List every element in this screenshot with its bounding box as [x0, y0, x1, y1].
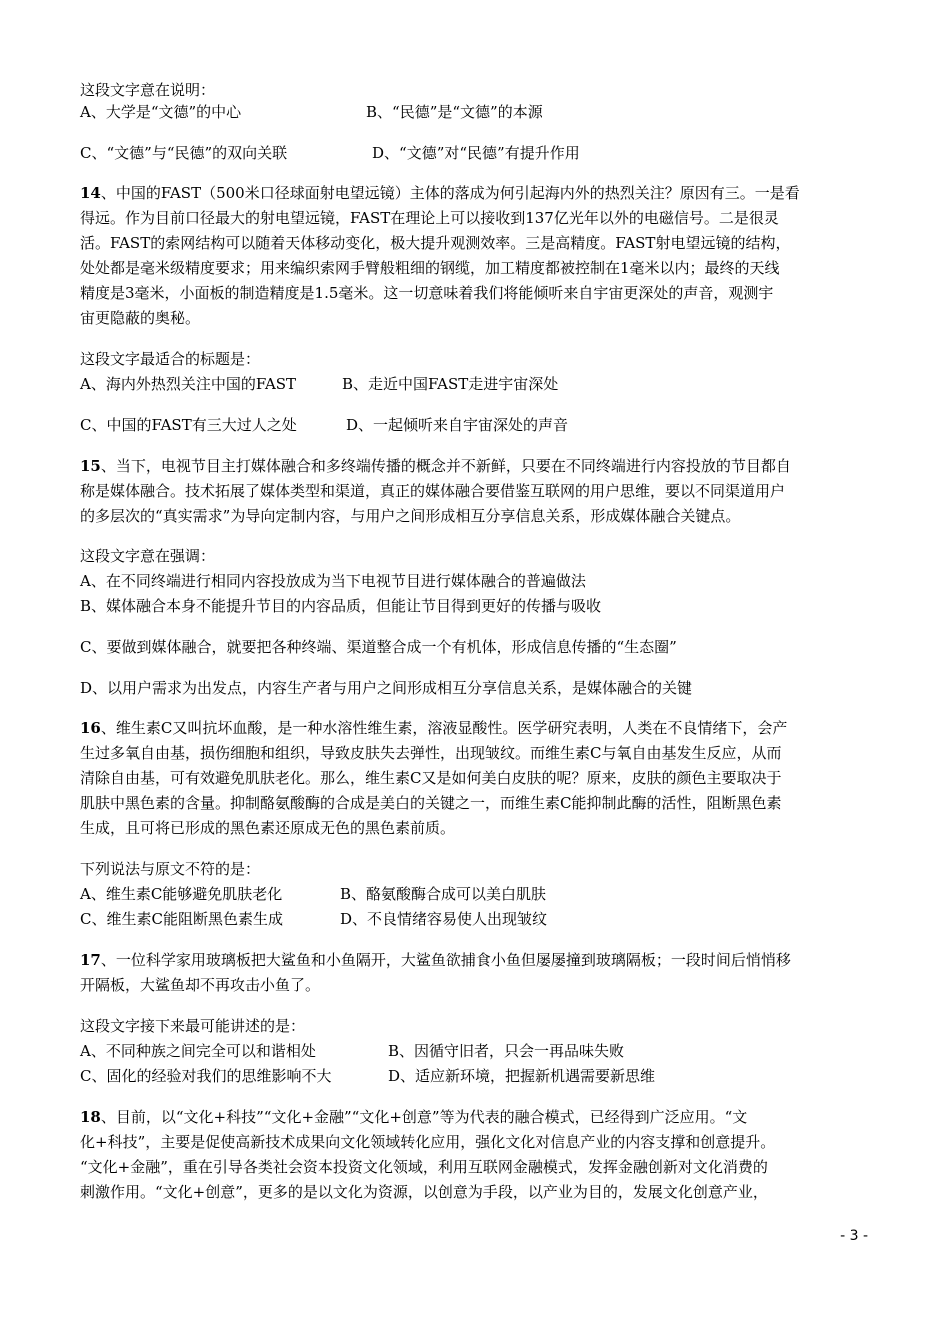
q16-prompt: 下列说法与原文不符的是：	[80, 860, 261, 878]
q14-line-1: 14、中国的FAST（500米口径球面射电望远镜）主体的落成为何引起海内外的热烈关注？原因有三。一是看	[80, 184, 800, 202]
q15-option-b: B、媒体融合本身不能提升节目的内容品质，但能让节目得到更好的传播与吸收	[80, 597, 602, 615]
q16-line-1: 16、维生素C又叫抗坏血酸，是一种水溶性维生素，溶液显酸性。医学研究表明，人类在不良情绪下，会产	[80, 719, 788, 737]
q15-option-c: C、要做到媒体融合，就要把各种终端、渠道整合成一个有机体，形成信息传播的“生态圈”	[80, 638, 677, 656]
q15-line-3: 的多层次的“真实需求”为导向定制内容，与用户之间形成相互分享信息关系，形成媒体融合关键点。	[80, 507, 741, 525]
q15-option-a: A、在不同终端进行相同内容投放成为当下电视节目进行媒体融合的普遍做法	[80, 572, 586, 590]
q16-line-2: 生过多氧自由基，损伤细胞和组织，导致皮肤失去弹性，出现皱纹。而维生素C与氧自由基发生反应，从而	[80, 744, 782, 762]
q16-option-c: C、维生素C能阻断黑色素生成	[80, 910, 283, 928]
q15-line-1: 15、当下，电视节目主打媒体融合和多终端传播的概念并不新鲜，只要在不同终端进行内容投放的节目都自	[80, 457, 791, 475]
q16-line-5: 生成，且可将已形成的黑色素还原成无色的黑色素前质。	[80, 819, 456, 837]
q18-number: 18	[80, 1108, 101, 1126]
q14-line-5: 精度是3毫米，小面板的制造精度是1.5毫米。这一切意味着我们将能倾听来自宇宙更深处的声音，观测宇	[80, 284, 774, 302]
q14-option-c: C、中国的FAST有三大过人之处	[80, 416, 297, 434]
q13-option-c: C、“文德”与“民德”的双向关联	[80, 144, 288, 162]
q15-number: 15	[80, 457, 101, 475]
q14-option-d: D、一起倾听来自宇宙深处的声音	[346, 416, 569, 434]
q18-line-3: “文化+金融”，重在引导各类社会资本投资文化领域，利用互联网金融模式，发挥金融创新对文化消费的	[80, 1158, 768, 1176]
q15-prompt: 这段文字意在强调：	[80, 547, 216, 565]
q14-line-6: 宙更隐蔽的奥秘。	[80, 309, 201, 327]
q13-option-a: A、大学是“文德”的中心	[80, 103, 242, 121]
q14-number: 14	[80, 184, 101, 202]
q17-option-b: B、因循守旧者，只会一再品味失败	[388, 1042, 625, 1060]
q13-prompt: 这段文字意在说明：	[80, 81, 216, 99]
q16-option-b: B、酪氨酸酶合成可以美白肌肤	[340, 885, 547, 903]
q17-option-c: C、固化的经验对我们的思维影响不大	[80, 1067, 332, 1085]
q17-line-2: 开隔板，大鲨鱼却不再攻击小鱼了。	[80, 976, 321, 994]
q17-option-a: A、不同种族之间完全可以和谐相处	[80, 1042, 316, 1060]
q17-line-1: 17、一位科学家用玻璃板把大鲨鱼和小鱼隔开，大鲨鱼欲捕食小鱼但屡屡撞到玻璃隔板；一段时间后悄悄移	[80, 951, 791, 969]
q18-line-2: 化+科技”，主要是促使高新技术成果向文化领域转化应用，强化文化对信息产业的内容支撑和创意提升。	[80, 1133, 776, 1151]
q14-option-b: B、走近中国FAST走进宇宙深处	[342, 375, 559, 393]
q13-option-b: B、“民德”是“文德”的本源	[366, 103, 543, 121]
q16-number: 16	[80, 719, 101, 737]
q18-line-1: 18、目前，以“文化+科技”“文化+金融”“文化+创意”等为代表的融合模式，已经得到广泛应用。“文	[80, 1108, 748, 1126]
q16-option-a: A、维生素C能够避免肌肤老化	[80, 885, 283, 903]
q15-line-2: 称是媒体融合。技术拓展了媒体类型和渠道，真正的媒体融合要借鉴互联网的用户思维，要以不同渠道用户	[80, 482, 786, 500]
page-number: - 3 -	[840, 1228, 868, 1244]
q15-option-d: D、以用户需求为出发点，内容生产者与用户之间形成相互分享信息关系，是媒体融合的关键	[80, 679, 693, 697]
q14-option-a: A、海内外热烈关注中国的FAST	[80, 375, 297, 393]
q17-number: 17	[80, 951, 101, 969]
q14-line-4: 处处都是毫米级精度要求；用来编织索网手臂般粗细的钢缆，加工精度都被控制在1毫米以内；最终的天线	[80, 259, 780, 277]
q18-line-4: 刺激作用。“文化+创意”，更多的是以文化为资源，以创意为手段，以产业为目的，发展文化创意产业，	[80, 1183, 768, 1201]
q14-line-2: 得远。作为目前口径最大的射电望远镜，FAST在理论上可以接收到137亿光年以外的电磁信号。二是很灵	[80, 209, 779, 227]
q16-line-4: 肌肤中黑色素的含量。抑制酪氨酸酶的合成是美白的关键之一，而维生素C能抑制此酶的活性，阻断黑色素	[80, 794, 782, 812]
q17-option-d: D、适应新环境，把握新机遇需要新思维	[388, 1067, 656, 1085]
q14-prompt: 这段文字最适合的标题是：	[80, 350, 261, 368]
q16-option-d: D、不良情绪容易使人出现皱纹	[340, 910, 548, 928]
q14-line-3: 活。FAST的索网结构可以随着天体移动变化，极大提升观测效率。三是高精度。FAST射电望远镜的结构，	[80, 234, 791, 252]
q17-prompt: 这段文字接下来最可能讲述的是：	[80, 1017, 306, 1035]
q16-line-3: 清除自由基，可有效避免肌肤老化。那么，维生素C又是如何美白皮肤的呢？原来，皮肤的颜色主要取决于	[80, 769, 782, 787]
q13-option-d: D、“文德”对“民德”有提升作用	[372, 144, 580, 162]
